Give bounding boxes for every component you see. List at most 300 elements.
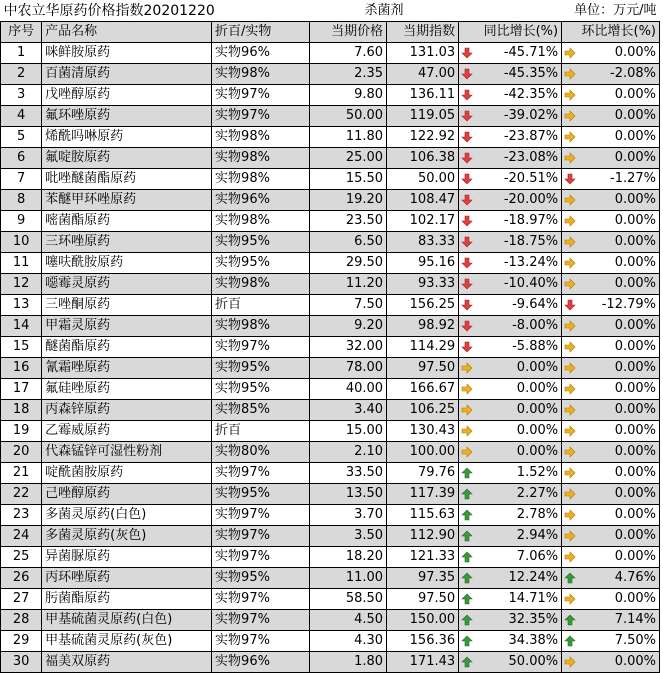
cell-index: 115.63 xyxy=(387,505,459,526)
cell-mom xyxy=(562,421,660,442)
arrow-up-icon xyxy=(564,614,576,626)
arrow-right-icon xyxy=(461,446,473,458)
table-row xyxy=(1,505,660,526)
cell-index: 117.39 xyxy=(387,484,459,505)
cell-no: 15 xyxy=(1,337,42,358)
cell-price: 9.80 xyxy=(309,85,386,106)
arrow-up-icon xyxy=(564,572,576,584)
cell-name: 噻呋酰胺原药 xyxy=(42,253,212,274)
cell-index: 100.00 xyxy=(387,442,459,463)
cell-mom-value: 0.00% xyxy=(614,318,656,333)
cell-index: 156.36 xyxy=(387,631,459,652)
cell-mom-value: 0.00% xyxy=(614,129,656,144)
table-row xyxy=(1,568,660,589)
cell-price: 4.50 xyxy=(309,610,386,631)
cell-mom xyxy=(562,379,660,400)
table-row xyxy=(1,463,660,484)
cell-no: 24 xyxy=(1,526,42,547)
arrow-right-icon xyxy=(564,257,576,269)
cell-yoy xyxy=(459,400,562,421)
cell-index: 112.90 xyxy=(387,526,459,547)
cell-yoy xyxy=(459,421,562,442)
cell-mom-value: 0.00% xyxy=(614,213,656,228)
cell-spec: 实物95% xyxy=(212,358,310,379)
arrow-right-icon xyxy=(564,152,576,164)
cell-yoy-value: -45.71% xyxy=(503,45,559,60)
cell-yoy xyxy=(459,253,562,274)
arrow-right-icon xyxy=(564,68,576,80)
arrow-right-icon xyxy=(564,362,576,374)
cell-price: 7.60 xyxy=(309,43,386,64)
cell-yoy-value: -20.51% xyxy=(503,171,559,186)
arrow-up-icon xyxy=(461,551,473,563)
cell-mom xyxy=(562,295,660,316)
arrow-right-icon xyxy=(461,383,473,395)
cell-spec: 实物80% xyxy=(212,442,310,463)
cell-yoy xyxy=(459,43,562,64)
cell-yoy-value: -13.24% xyxy=(503,255,559,270)
arrow-down-icon xyxy=(461,194,473,206)
cell-name: 苯醚甲环唑原药 xyxy=(42,190,212,211)
cell-name: 乙霉威原药 xyxy=(42,421,212,442)
arrow-down-icon xyxy=(461,299,473,311)
cell-mom xyxy=(562,232,660,253)
cell-price: 15.50 xyxy=(309,169,386,190)
header-price: 当期价格 xyxy=(309,22,386,43)
arrow-down-icon xyxy=(461,236,473,248)
arrow-right-icon xyxy=(564,320,576,332)
cell-no: 28 xyxy=(1,610,42,631)
cell-yoy-value: 7.06% xyxy=(516,549,559,564)
table-row xyxy=(1,358,660,379)
cell-index: 171.43 xyxy=(387,652,459,673)
cell-mom-value: 0.00% xyxy=(614,465,656,480)
cell-name: 吡唑醚菌酯原药 xyxy=(42,169,212,190)
cell-mom-value: -12.79% xyxy=(601,297,656,312)
cell-yoy xyxy=(459,232,562,253)
cell-spec: 实物97% xyxy=(212,85,310,106)
cell-index: 95.16 xyxy=(387,253,459,274)
arrow-down-icon xyxy=(461,320,473,332)
table-row xyxy=(1,400,660,421)
cell-price: 2.35 xyxy=(309,64,386,85)
cell-index: 130.43 xyxy=(387,421,459,442)
arrow-right-icon xyxy=(564,404,576,416)
arrow-right-icon xyxy=(564,446,576,458)
cell-index: 122.92 xyxy=(387,127,459,148)
cell-index: 102.17 xyxy=(387,211,459,232)
cell-price: 58.50 xyxy=(309,589,386,610)
arrow-right-icon xyxy=(564,89,576,101)
cell-no: 13 xyxy=(1,295,42,316)
cell-no: 25 xyxy=(1,547,42,568)
cell-price: 1.80 xyxy=(309,652,386,673)
cell-index: 47.00 xyxy=(387,64,459,85)
arrow-right-icon xyxy=(461,425,473,437)
cell-index: 119.05 xyxy=(387,106,459,127)
cell-name: 甲基硫菌灵原药(白色) xyxy=(42,610,212,631)
cell-price: 11.80 xyxy=(309,127,386,148)
table-row xyxy=(1,547,660,568)
cell-mom xyxy=(562,589,660,610)
header-row xyxy=(1,22,660,43)
cell-mom-value: 0.00% xyxy=(614,360,656,375)
arrow-up-icon xyxy=(461,593,473,605)
arrow-down-icon xyxy=(461,89,473,101)
cell-spec: 实物97% xyxy=(212,610,310,631)
category-label: 杀菌剂 xyxy=(309,0,458,22)
cell-mom-value: 0.00% xyxy=(614,150,656,165)
table-row xyxy=(1,64,660,85)
cell-spec: 实物96% xyxy=(212,190,310,211)
cell-spec: 实物95% xyxy=(212,379,310,400)
cell-mom-value: 0.00% xyxy=(614,444,656,459)
cell-yoy xyxy=(459,505,562,526)
cell-index: 121.33 xyxy=(387,547,459,568)
cell-mom xyxy=(562,610,660,631)
arrow-right-icon xyxy=(564,425,576,437)
table-row xyxy=(1,274,660,295)
arrow-right-icon xyxy=(564,341,576,353)
arrow-up-icon xyxy=(461,635,473,647)
table-row xyxy=(1,631,660,652)
unit-label: 单位：万元/吨 xyxy=(459,0,660,22)
table-row xyxy=(1,295,660,316)
arrow-right-icon xyxy=(564,236,576,248)
cell-yoy-value: -20.00% xyxy=(503,192,559,207)
cell-index: 97.50 xyxy=(387,358,459,379)
cell-name: 异菌脲原药 xyxy=(42,547,212,568)
cell-no: 16 xyxy=(1,358,42,379)
cell-price: 78.00 xyxy=(309,358,386,379)
cell-no: 3 xyxy=(1,85,42,106)
cell-yoy-value: -5.88% xyxy=(512,339,559,354)
cell-mom-value: 0.00% xyxy=(614,402,656,417)
cell-index: 97.35 xyxy=(387,568,459,589)
arrow-right-icon xyxy=(461,362,473,374)
cell-name: 三环唑原药 xyxy=(42,232,212,253)
table-row xyxy=(1,169,660,190)
arrow-up-icon xyxy=(461,467,473,479)
arrow-right-icon xyxy=(564,278,576,290)
arrow-down-icon xyxy=(461,152,473,164)
cell-mom xyxy=(562,43,660,64)
cell-mom-value: -2.08% xyxy=(610,66,656,81)
cell-name: 多菌灵原药(白色) xyxy=(42,505,212,526)
cell-yoy-value: -18.75% xyxy=(503,234,559,249)
arrow-right-icon xyxy=(564,530,576,542)
cell-no: 17 xyxy=(1,379,42,400)
cell-spec: 折百 xyxy=(212,421,310,442)
cell-no: 29 xyxy=(1,631,42,652)
cell-spec: 实物98% xyxy=(212,316,310,337)
arrow-right-icon xyxy=(564,215,576,227)
cell-mom-value: 0.00% xyxy=(614,423,656,438)
cell-mom-value: 0.00% xyxy=(614,528,656,543)
cell-no: 7 xyxy=(1,169,42,190)
header-index: 当期指数 xyxy=(387,22,459,43)
cell-index: 83.33 xyxy=(387,232,459,253)
cell-yoy-value: 2.27% xyxy=(516,486,559,501)
cell-no: 22 xyxy=(1,484,42,505)
cell-name: 甲基硫菌灵原药(灰色) xyxy=(42,631,212,652)
table-row xyxy=(1,526,660,547)
cell-mom-value: 0.00% xyxy=(614,276,656,291)
cell-spec: 实物98% xyxy=(212,148,310,169)
arrow-right-icon xyxy=(564,383,576,395)
cell-no: 23 xyxy=(1,505,42,526)
cell-yoy-value: -23.08% xyxy=(503,150,559,165)
table-row xyxy=(1,316,660,337)
cell-name: 氟硅唑原药 xyxy=(42,379,212,400)
cell-mom xyxy=(562,211,660,232)
cell-mom xyxy=(562,505,660,526)
cell-yoy-value: -8.00% xyxy=(512,318,559,333)
cell-yoy xyxy=(459,127,562,148)
cell-index: 97.50 xyxy=(387,589,459,610)
cell-name: 啶酰菌胺原药 xyxy=(42,463,212,484)
cell-mom-value: 0.00% xyxy=(614,507,656,522)
table-row xyxy=(1,652,660,673)
cell-name: 噁霉灵原药 xyxy=(42,274,212,295)
cell-yoy xyxy=(459,526,562,547)
cell-no: 20 xyxy=(1,442,42,463)
cell-no: 19 xyxy=(1,421,42,442)
arrow-up-icon xyxy=(461,509,473,521)
cell-spec: 实物85% xyxy=(212,400,310,421)
cell-spec: 实物95% xyxy=(212,568,310,589)
cell-price: 23.50 xyxy=(309,211,386,232)
cell-spec: 实物97% xyxy=(212,337,310,358)
cell-yoy-value: 0.00% xyxy=(516,402,559,417)
cell-spec: 实物98% xyxy=(212,274,310,295)
cell-index: 114.29 xyxy=(387,337,459,358)
header-mom: 环比增长(%) xyxy=(562,22,660,43)
cell-name: 醚菌酯原药 xyxy=(42,337,212,358)
cell-yoy xyxy=(459,85,562,106)
cell-yoy xyxy=(459,337,562,358)
cell-price: 11.00 xyxy=(309,568,386,589)
cell-spec: 实物97% xyxy=(212,589,310,610)
cell-yoy xyxy=(459,442,562,463)
cell-yoy-value: 2.78% xyxy=(516,507,559,522)
cell-name: 嘧菌酯原药 xyxy=(42,211,212,232)
cell-index: 106.38 xyxy=(387,148,459,169)
cell-yoy xyxy=(459,463,562,484)
cell-mom xyxy=(562,169,660,190)
arrow-right-icon xyxy=(564,110,576,122)
cell-yoy-value: -18.97% xyxy=(503,213,559,228)
cell-mom-value: 0.00% xyxy=(614,486,656,501)
table-row xyxy=(1,484,660,505)
cell-mom-value: 0.00% xyxy=(614,654,656,669)
cell-name: 代森锰锌可湿性粉剂 xyxy=(42,442,212,463)
header-spec: 折百/实物 xyxy=(212,22,310,43)
cell-price: 3.50 xyxy=(309,526,386,547)
cell-mom xyxy=(562,316,660,337)
cell-price: 15.00 xyxy=(309,421,386,442)
cell-price: 3.70 xyxy=(309,505,386,526)
cell-yoy-value: 1.52% xyxy=(516,465,559,480)
cell-price: 29.50 xyxy=(309,253,386,274)
cell-price: 3.40 xyxy=(309,400,386,421)
cell-name: 三唑酮原药 xyxy=(42,295,212,316)
arrow-down-icon xyxy=(461,68,473,80)
cell-mom-value: 0.00% xyxy=(614,45,656,60)
cell-yoy-value: 50.00% xyxy=(508,654,559,669)
header-no: 序号 xyxy=(1,22,42,43)
arrow-down-icon xyxy=(461,173,473,185)
cell-no: 27 xyxy=(1,589,42,610)
cell-name: 咪鲜胺原药 xyxy=(42,43,212,64)
cell-spec: 实物95% xyxy=(212,232,310,253)
arrow-up-icon xyxy=(461,572,473,584)
table-row xyxy=(1,589,660,610)
arrow-down-icon xyxy=(461,131,473,143)
table-row xyxy=(1,610,660,631)
cell-yoy-value: 32.35% xyxy=(508,612,559,627)
arrow-up-icon xyxy=(461,488,473,500)
cell-no: 11 xyxy=(1,253,42,274)
cell-yoy xyxy=(459,358,562,379)
cell-yoy-value: 0.00% xyxy=(516,381,559,396)
cell-yoy-value: 14.71% xyxy=(508,591,559,606)
cell-spec: 实物97% xyxy=(212,505,310,526)
cell-index: 156.25 xyxy=(387,295,459,316)
cell-yoy xyxy=(459,379,562,400)
cell-spec: 实物97% xyxy=(212,526,310,547)
table-row xyxy=(1,148,660,169)
cell-yoy xyxy=(459,484,562,505)
cell-name: 甲霜灵原药 xyxy=(42,316,212,337)
cell-name: 烯酰吗啉原药 xyxy=(42,127,212,148)
cell-mom-value: 0.00% xyxy=(614,381,656,396)
cell-price: 32.00 xyxy=(309,337,386,358)
cell-yoy xyxy=(459,652,562,673)
cell-mom xyxy=(562,442,660,463)
arrow-down-icon xyxy=(461,47,473,59)
arrow-down-icon xyxy=(461,257,473,269)
arrow-up-icon xyxy=(461,530,473,542)
cell-mom-value: 0.00% xyxy=(614,234,656,249)
cell-yoy-value: 12.24% xyxy=(508,570,559,585)
arrow-up-icon xyxy=(461,614,473,626)
cell-name: 多菌灵原药(灰色) xyxy=(42,526,212,547)
cell-mom xyxy=(562,85,660,106)
cell-price: 4.30 xyxy=(309,631,386,652)
arrow-down-icon xyxy=(564,173,576,185)
cell-name: 氰霜唑原药 xyxy=(42,358,212,379)
cell-mom xyxy=(562,127,660,148)
arrow-right-icon xyxy=(564,131,576,143)
table-row xyxy=(1,442,660,463)
arrow-right-icon xyxy=(564,509,576,521)
cell-mom xyxy=(562,484,660,505)
cell-no: 12 xyxy=(1,274,42,295)
cell-price: 6.50 xyxy=(309,232,386,253)
cell-yoy-value: -42.35% xyxy=(503,87,559,102)
cell-name: 己唑醇原药 xyxy=(42,484,212,505)
cell-no: 9 xyxy=(1,211,42,232)
cell-mom xyxy=(562,526,660,547)
cell-yoy xyxy=(459,295,562,316)
cell-spec: 实物96% xyxy=(212,652,310,673)
cell-mom-value: 0.00% xyxy=(614,192,656,207)
header-yoy: 同比增长(%) xyxy=(459,22,562,43)
cell-no: 6 xyxy=(1,148,42,169)
arrow-right-icon xyxy=(564,467,576,479)
cell-yoy xyxy=(459,190,562,211)
cell-yoy xyxy=(459,568,562,589)
cell-no: 8 xyxy=(1,190,42,211)
cell-mom xyxy=(562,106,660,127)
cell-yoy xyxy=(459,631,562,652)
cell-no: 1 xyxy=(1,43,42,64)
title-row xyxy=(1,0,660,22)
arrow-down-icon xyxy=(461,110,473,122)
cell-name: 福美双原药 xyxy=(42,652,212,673)
cell-yoy-value: 34.38% xyxy=(508,633,559,648)
cell-price: 18.20 xyxy=(309,547,386,568)
arrow-right-icon xyxy=(564,194,576,206)
cell-index: 166.67 xyxy=(387,379,459,400)
cell-price: 2.10 xyxy=(309,442,386,463)
cell-yoy xyxy=(459,547,562,568)
table-row xyxy=(1,253,660,274)
cell-index: 93.33 xyxy=(387,274,459,295)
cell-spec: 实物95% xyxy=(212,253,310,274)
cell-index: 150.00 xyxy=(387,610,459,631)
cell-price: 50.00 xyxy=(309,106,386,127)
cell-mom xyxy=(562,358,660,379)
cell-yoy-value: -39.02% xyxy=(503,108,559,123)
cell-no: 2 xyxy=(1,64,42,85)
cell-mom xyxy=(562,568,660,589)
cell-mom-value: 4.76% xyxy=(614,570,656,585)
cell-price: 40.00 xyxy=(309,379,386,400)
cell-mom xyxy=(562,253,660,274)
cell-spec: 实物97% xyxy=(212,547,310,568)
table-row xyxy=(1,85,660,106)
cell-index: 50.00 xyxy=(387,169,459,190)
arrow-right-icon xyxy=(564,47,576,59)
cell-index: 108.47 xyxy=(387,190,459,211)
cell-no: 4 xyxy=(1,106,42,127)
cell-index: 98.92 xyxy=(387,316,459,337)
cell-mom-value: 0.00% xyxy=(614,87,656,102)
arrow-right-icon xyxy=(564,593,576,605)
cell-no: 14 xyxy=(1,316,42,337)
cell-mom xyxy=(562,463,660,484)
cell-index: 136.11 xyxy=(387,85,459,106)
table-row xyxy=(1,43,660,64)
arrow-down-icon xyxy=(461,215,473,227)
cell-yoy xyxy=(459,169,562,190)
cell-price: 13.50 xyxy=(309,484,386,505)
header-name: 产品名称 xyxy=(42,22,212,43)
cell-spec: 折百 xyxy=(212,295,310,316)
arrow-right-icon xyxy=(564,551,576,563)
cell-yoy-value: -9.64% xyxy=(512,297,559,312)
cell-yoy xyxy=(459,589,562,610)
cell-mom xyxy=(562,631,660,652)
cell-no: 26 xyxy=(1,568,42,589)
cell-mom xyxy=(562,148,660,169)
table-row xyxy=(1,379,660,400)
table-row xyxy=(1,211,660,232)
cell-name: 戊唑醇原药 xyxy=(42,85,212,106)
cell-no: 18 xyxy=(1,400,42,421)
